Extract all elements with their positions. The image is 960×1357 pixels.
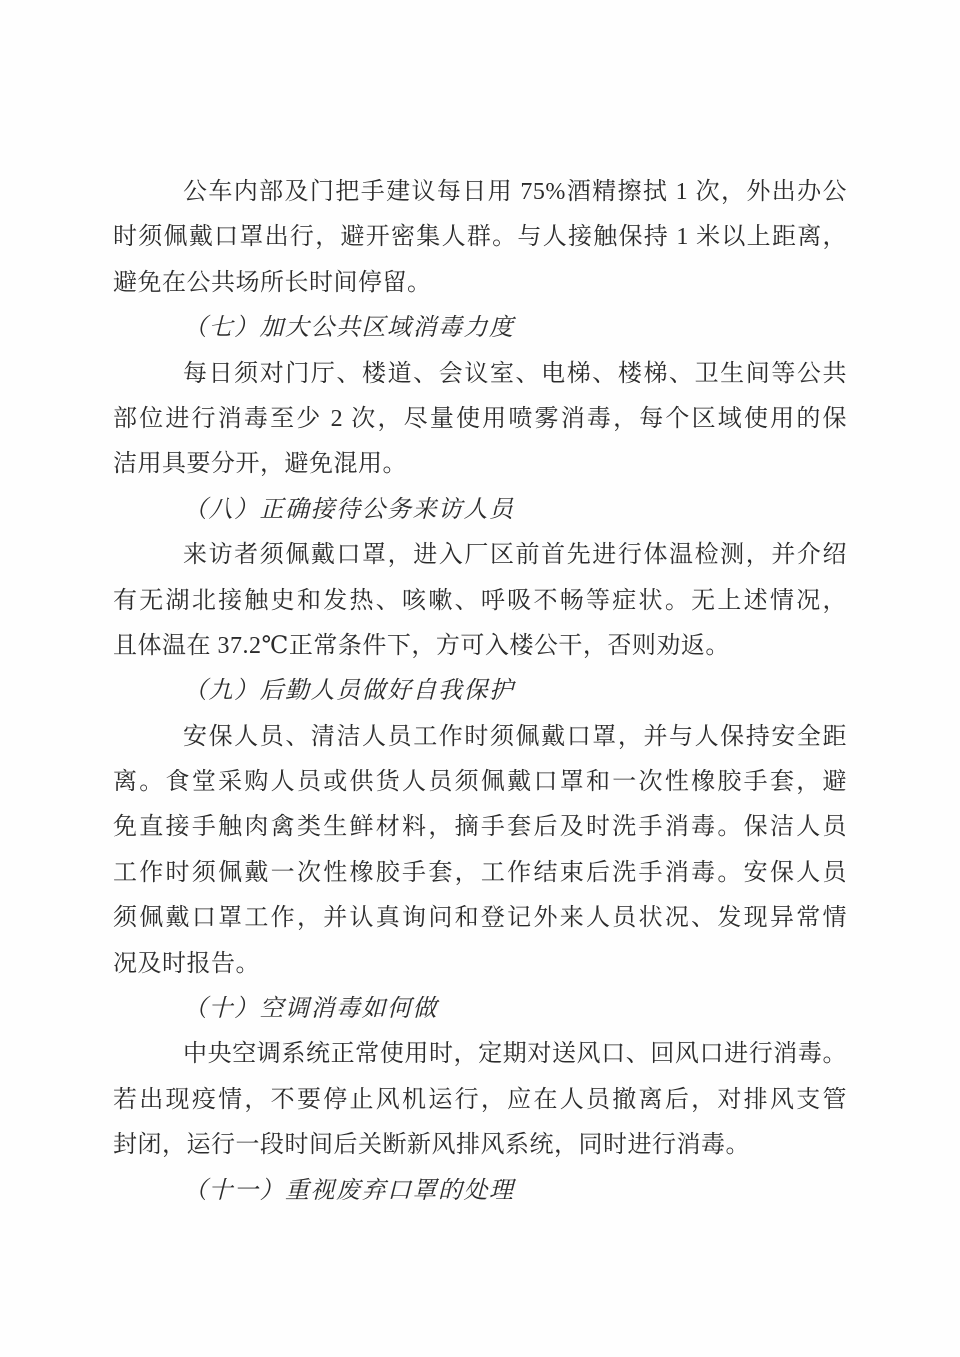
section-heading: （七）加大公共区域消毒力度 [183, 315, 515, 342]
text-line: 部位进行消毒至少 2 次，尽量使用喷雾消毒，每个区域使用的保 [113, 405, 847, 432]
text-line: 须佩戴口罩工作，并认真询问和登记外来人员状况、发现异常情 [113, 905, 847, 932]
text-line: 来访者须佩戴口罩，进入厂区前首先进行体温检测，并介绍 [183, 542, 847, 569]
text-line: 洁用具要分开，避免混用。 [113, 451, 407, 478]
section-heading: （十一）重视废弃口罩的处理 [183, 1177, 515, 1204]
text-line: 每日须对门厅、楼道、会议室、电梯、楼梯、卫生间等公共 [183, 360, 847, 387]
text-line: 工作时须佩戴一次性橡胶手套，工作结束后洗手消毒。安保人员 [113, 859, 847, 886]
text-line: 况及时报告。 [113, 950, 260, 977]
section-heading: （十）空调消毒如何做 [183, 996, 438, 1023]
text-line: 封闭，运行一段时间后关断新风排风系统，同时进行消毒。 [113, 1132, 750, 1159]
text-line: 避免在公共场所长时间停留。 [113, 269, 432, 296]
text-line: 时须佩戴口罩出行，避开密集人群。与人接触保持 1 米以上距离， [113, 224, 847, 251]
text-line: 且体温在 37.2℃正常条件下，方可入楼公干，否则劝返。 [113, 632, 730, 659]
section-heading: （八）正确接待公务来访人员 [183, 496, 515, 523]
text-line: 离。食堂采购人员或供货人员须佩戴口罩和一次性橡胶手套，避 [113, 769, 847, 796]
text-line: 若出现疫情，不要停止风机运行，应在人员撤离后，对排风支管 [113, 1086, 847, 1113]
text-line: 有无湖北接触史和发热、咳嗽、呼吸不畅等症状。无上述情况， [113, 587, 847, 614]
text-line: 公车内部及门把手建议每日用 75%酒精擦拭 1 次，外出办公 [183, 179, 847, 205]
section-heading: （九）后勤人员做好自我保护 [183, 678, 515, 705]
document-body [113, 170, 847, 1214]
text-line: 中央空调系统正常使用时，定期对送风口、回风口进行消毒。 [183, 1041, 847, 1068]
text-line: 免直接手触肉禽类生鲜材料，摘手套后及时洗手消毒。保洁人员 [113, 814, 847, 841]
text-line: 安保人员、清洁人员工作时须佩戴口罩，并与人保持安全距 [183, 723, 847, 750]
